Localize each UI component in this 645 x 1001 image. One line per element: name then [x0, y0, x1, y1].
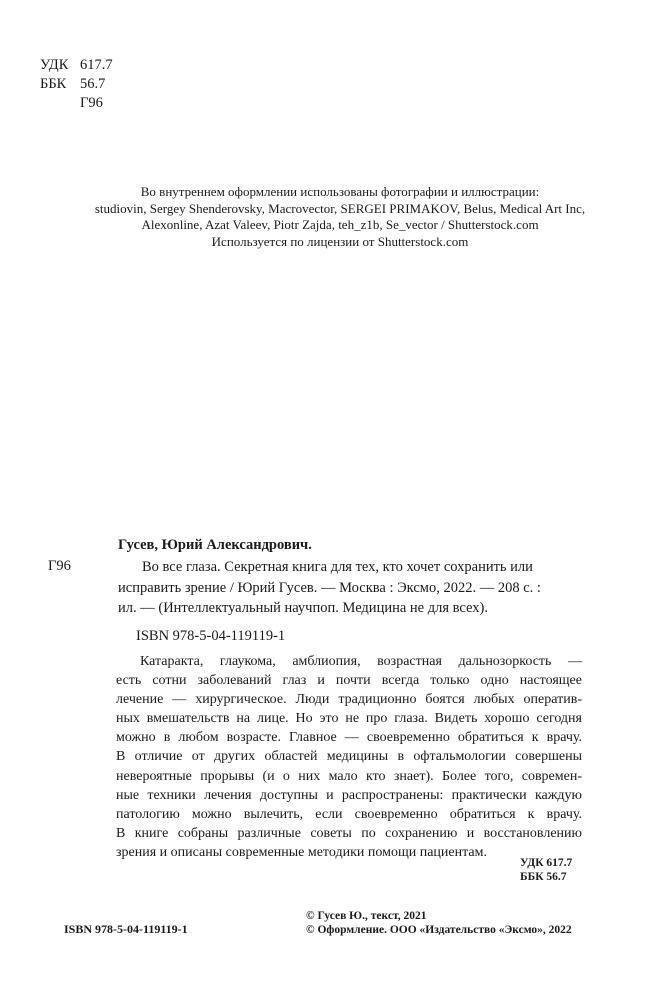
description-line: исправить зрение / Юрий Гусев. — Москва : Эксмо, 2022. — 208 с. :	[118, 579, 541, 596]
bibliographic-description	[118, 557, 588, 619]
annotation-line: можно в любом возрасте. Главное — своевременно обратиться к врачу.	[116, 730, 582, 746]
annotation-line: ные техники лечения доступны и распространены: практически каждую	[116, 787, 582, 803]
classification-block-bottom	[520, 857, 572, 884]
credits-line: Во внутреннем оформлении использованы фотографии и иллюстрации:	[140, 184, 540, 199]
copyright-block	[306, 910, 572, 937]
annotation-line: ных вмешательств на лице. Но это не про глаза. Видеть хорошо сегодня	[116, 711, 582, 727]
copyright-text: © Гусев Ю., текст, 2021	[306, 910, 427, 922]
classification-block-top	[40, 56, 113, 113]
copyright-design: © Оформление. ООО «Издательство «Эксмо», 2022	[306, 923, 572, 936]
annotation-line: невероятные прорывы (и о них мало кто знает). Более того, современ-	[116, 768, 582, 784]
isbn-entry: ISBN 978-5-04-119119-1	[136, 628, 286, 644]
annotation-line: зрения и описаны современные методики помощи пациентам.	[116, 844, 487, 860]
credits-line: studiovin, Sergey Shenderovsky, Macrovector, SERGEI PRIMAKOV, Belus, Medical Art Inc,	[94, 200, 586, 216]
udk-row	[40, 56, 113, 75]
bbk-value: 56.7	[80, 76, 106, 92]
isbn-footer: ISBN 978-5-04-119119-1	[64, 922, 188, 936]
bbk-code: ББК 56.7	[520, 870, 567, 883]
description-line: Во все глаза. Секретная книга для тех, кто хочет сохранить или	[142, 559, 533, 575]
annotation-line: есть сотни заболеваний глаз и почти всегда только одно настоящее	[116, 673, 582, 689]
image-credits	[60, 184, 620, 250]
annotation-line: Катаракта, глаукома, амблиопия, возрастная дальнозоркость —	[140, 654, 582, 669]
annotation-line: В отличие от других областей медицины в офтальмологии совершены	[116, 749, 582, 765]
description-line: ил. — (Интеллектуальный научпоп. Медицина не для всех).	[118, 600, 488, 616]
udk-label: УДК	[40, 57, 69, 73]
udk-value: 617.7	[80, 57, 113, 73]
author-heading: Гусев, Юрий Александрович.	[118, 537, 312, 553]
author-mark: Г96	[80, 95, 103, 111]
bbk-row	[40, 75, 113, 94]
credits-line: Alexonline, Azat Valeev, Piotr Zajda, teh_z1b, Se_vector / Shutterstock.com	[141, 217, 539, 232]
credits-line: Используется по лицензии от Shutterstock.com	[211, 233, 469, 249]
annotation-paragraph	[116, 652, 582, 862]
annotation-line: лечение — хирургическое. Люди традиционно боятся любых оператив-	[116, 692, 582, 708]
udk-code: УДК 617.7	[520, 857, 573, 869]
author-mark-row	[40, 94, 113, 113]
annotation-line: В книге собраны различные советы по сохранению и восстановлению	[116, 825, 582, 841]
author-mark-left: Г96	[48, 558, 71, 574]
bbk-label: ББК	[40, 76, 67, 92]
annotation-line: патологию можно вылечить, если своевременно обратиться к врачу.	[116, 806, 582, 822]
